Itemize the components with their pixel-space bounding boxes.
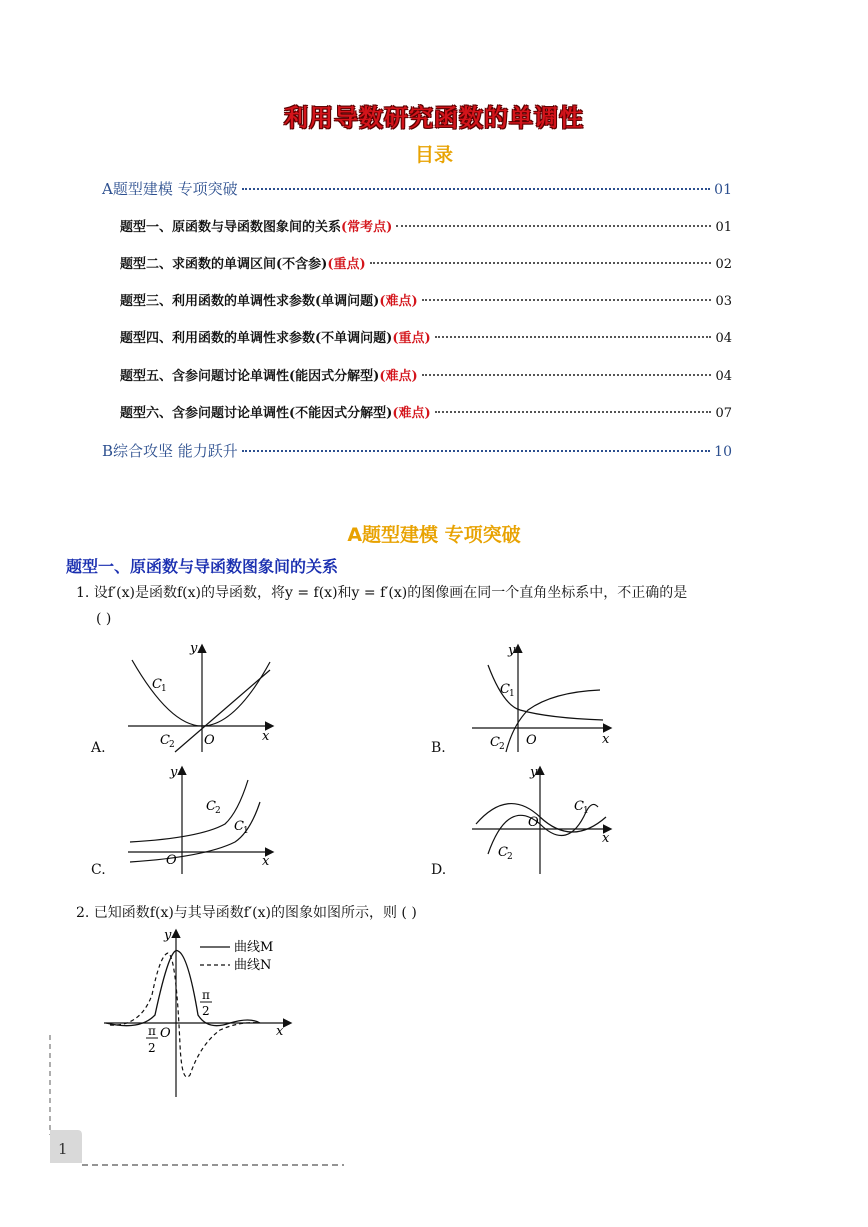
curve-c2-label: C — [160, 733, 170, 748]
document-title: 利用导数研究函数的单调性 — [284, 104, 584, 132]
svg-text:2: 2 — [215, 806, 221, 816]
toc-item[interactable] — [120, 290, 732, 309]
page-corner-decoration — [44, 1035, 354, 1175]
toc-page: 01 — [714, 182, 732, 198]
curve-c2-label: C — [490, 735, 500, 750]
curve-c1-label: C — [234, 819, 244, 834]
toc-item-tag: (难点) — [379, 294, 418, 309]
axis-x-label: x — [262, 729, 270, 744]
toc-leader — [370, 262, 712, 264]
option-d-graph — [468, 762, 618, 877]
svg-text:y: y — [508, 643, 516, 658]
option-b-label[interactable]: B. — [431, 740, 446, 756]
type-heading: 题型一、原函数与导函数图象间的关系 — [66, 557, 339, 576]
svg-text:2: 2 — [499, 742, 505, 752]
toc-item-label: 题型一、原函数与导函数图象间的关系 — [120, 220, 342, 235]
svg-text:O: O — [526, 733, 537, 748]
toc-part-a-label: A题型建模 专项突破 — [102, 180, 238, 198]
svg-text:x: x — [602, 831, 610, 846]
option-c-graph — [120, 762, 280, 877]
svg-text:O: O — [160, 1026, 171, 1041]
svg-text:1: 1 — [583, 806, 589, 816]
origin-label: O — [204, 733, 215, 748]
svg-text:2: 2 — [202, 1004, 210, 1018]
option-a-graph — [120, 640, 280, 755]
toc-leader — [422, 374, 712, 376]
svg-text:x: x — [262, 854, 270, 869]
toc-item[interactable] — [120, 253, 732, 272]
toc-part-b-label: B综合攻坚 能力跃升 — [102, 442, 238, 460]
toc-heading: 目录 — [414, 144, 453, 166]
tick-pi-over-2: π — [202, 988, 210, 1002]
toc-item[interactable] — [120, 327, 732, 346]
question-2-text: 2. 已知函数f(x)与其导函数f′(x)的图象如图所示，则 ( ) — [76, 905, 417, 921]
toc-page: 10 — [714, 444, 732, 460]
toc-page: 03 — [715, 294, 732, 309]
option-b-graph — [468, 640, 618, 755]
toc-page: 01 — [715, 220, 732, 235]
toc-item-label: 题型三、利用函数的单调性求参数(单调问题) — [120, 294, 380, 309]
toc-item-label: 题型四、利用函数的单调性求参数(不单调问题) — [120, 331, 393, 346]
toc-leader — [435, 336, 712, 338]
svg-text:1: 1 — [509, 689, 515, 699]
toc-page: 07 — [715, 406, 732, 421]
toc-item-label: 题型五、含参问题讨论单调性(能因式分解型) — [120, 369, 380, 384]
svg-text:y: y — [530, 765, 538, 780]
curve-c2-label: C — [498, 845, 508, 860]
toc-item-label: 题型二、求函数的单调区间(不含参) — [120, 257, 328, 272]
svg-text:y: y — [164, 928, 172, 943]
svg-text:2: 2 — [148, 1041, 156, 1055]
toc-item-tag: (常考点) — [341, 220, 393, 235]
toc-leader — [242, 450, 710, 452]
toc-item-label: 题型六、含参问题讨论单调性(不能因式分解型) — [120, 406, 393, 421]
toc-leader — [422, 299, 712, 301]
tick-neg-pi-over-2: π — [148, 1024, 156, 1038]
option-d-label[interactable]: D. — [431, 862, 447, 878]
curve-c1-label: C — [500, 682, 510, 697]
legend-curve-m: 曲线M — [234, 940, 274, 955]
svg-text:O: O — [166, 853, 177, 868]
toc-item-tag: (重点) — [327, 257, 366, 272]
toc-page: 04 — [715, 331, 732, 346]
question-1-text: 1. 设f′(x)是函数f(x)的导函数，将y = f(x)和y = f′(x)的图像画在同一个直角坐标系中，不正确的是 — [76, 585, 688, 601]
svg-text:1: 1 — [243, 826, 249, 836]
toc-leader — [396, 225, 711, 227]
axis-y-label: y — [190, 641, 198, 656]
svg-text:y: y — [170, 765, 178, 780]
toc-item-tag: (难点) — [379, 369, 418, 384]
toc-item[interactable] — [120, 365, 732, 384]
svg-text:x: x — [276, 1024, 284, 1039]
option-c-label[interactable]: C. — [91, 862, 106, 878]
svg-text:2: 2 — [169, 740, 175, 750]
page-number: 1 — [58, 1140, 68, 1158]
answer-blank[interactable]: ( ) — [96, 611, 112, 627]
toc-item-tag: (重点) — [392, 331, 431, 346]
curve-c1-label: C — [574, 799, 584, 814]
toc-part-b[interactable] — [102, 440, 732, 461]
toc-page: 02 — [715, 257, 732, 272]
option-a-label[interactable]: A. — [91, 740, 106, 756]
svg-text:2: 2 — [507, 852, 513, 862]
toc-leader — [435, 411, 712, 413]
legend-curve-n: 曲线N — [234, 958, 272, 973]
section-heading: A题型建模 专项突破 — [347, 524, 521, 546]
toc-page: 04 — [715, 369, 732, 384]
curve-c2-label: C — [206, 799, 216, 814]
svg-text:O: O — [528, 815, 539, 830]
toc-leader — [242, 188, 711, 190]
toc-part-a[interactable] — [102, 178, 732, 199]
svg-text:1: 1 — [161, 684, 167, 694]
toc-item[interactable] — [120, 216, 732, 235]
curve-c1-label: C — [152, 677, 162, 692]
svg-text:x: x — [602, 732, 610, 747]
toc-item-tag: (难点) — [392, 406, 431, 421]
toc-item[interactable] — [120, 402, 732, 421]
